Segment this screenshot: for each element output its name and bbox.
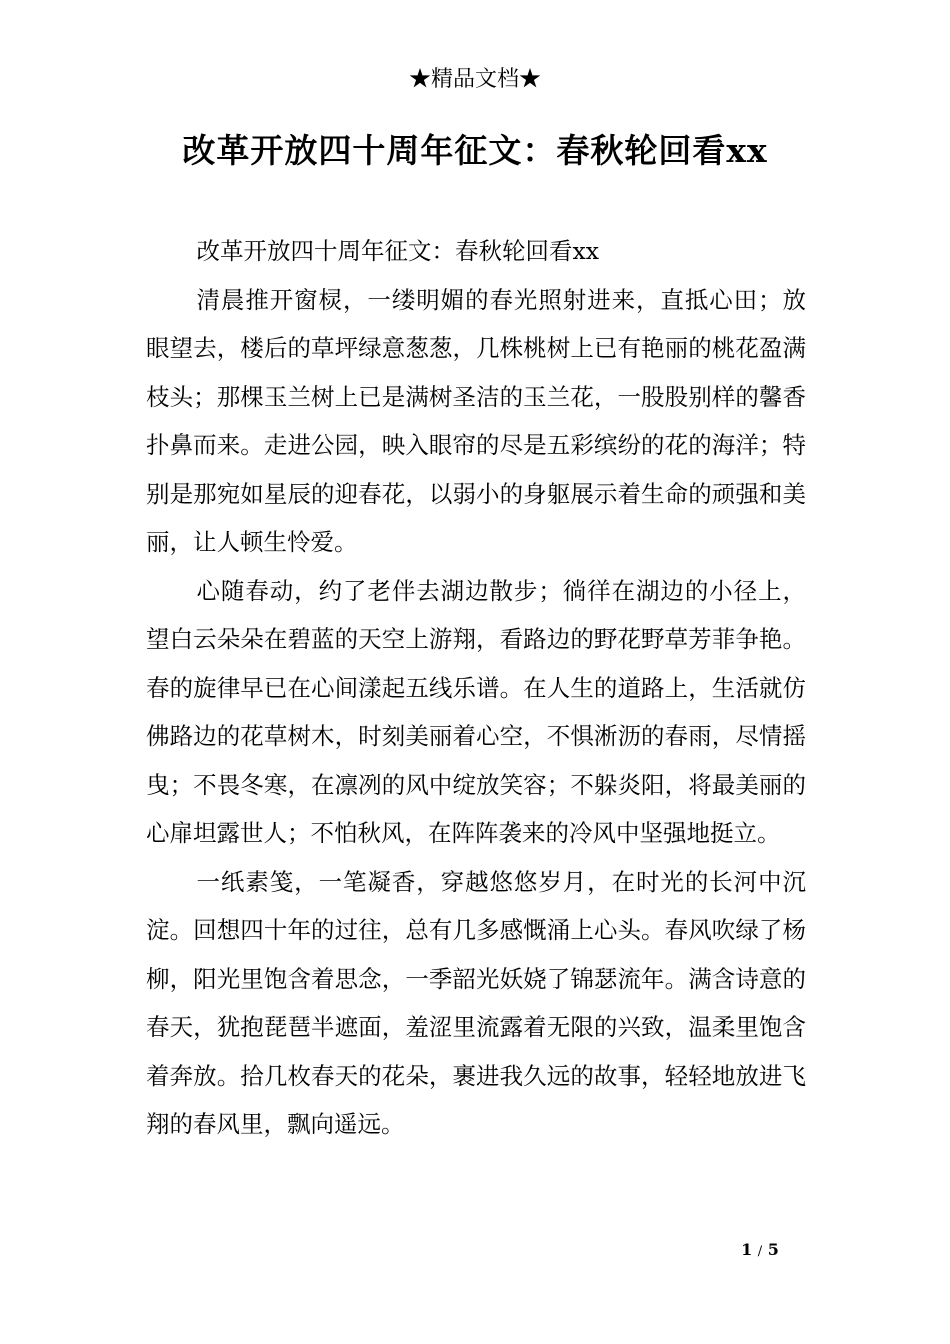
document-title: 改革开放四十周年征文：春秋轮回看xx xyxy=(182,131,768,170)
document-body xyxy=(146,227,806,1149)
paragraph: 一纸素笺，一笔凝香，穿越悠悠岁月，在时光的长河中沉淀。回想四十年的过往，总有几多感慨涌上心头。春风吹绿了杨柳，阳光里饱含着思念，一季韶光妖娆了锦瑟流年。满含诗意的春天，犹抱琵琶半遮面，羞涩里流露着无限的兴致，温柔里饱含着奔放。拾几枚春天的花朵，裹进我久远的故事，轻轻地放进飞翔的春风里，飘向遥远。 xyxy=(146,867,806,1138)
paragraph-subtitle: 改革开放四十周年征文：春秋轮回看xx xyxy=(196,237,600,265)
document-header: ★精品文档★ xyxy=(408,67,541,92)
page-separator: / xyxy=(757,1244,763,1259)
total-pages: 5 xyxy=(767,1240,779,1259)
paragraph: 心随春动，约了老伴去湖边散步；徜徉在湖边的小径上，望白云朵朵在碧蓝的天空上游翔，看路边的野花野草芳菲争艳。春的旋律早已在心间漾起五线乐谱。在人生的道路上，生活就仿佛路边的花草树木，时刻美丽着心空，不惧淅沥的春雨，尽情摇曳；不畏冬寒，在凛冽的风中绽放笑容；不躲炎阳，将最美丽的心扉坦露世人；不怕秋风，在阵阵袭来的冷风中坚强地挺立。 xyxy=(146,576,806,847)
current-page: 1 xyxy=(741,1240,753,1259)
paragraph: 清晨推开窗棂，一缕明媚的春光照射进来，直抵心田；放眼望去，楼后的草坪绿意葱葱，几株桃树上已有艳丽的桃花盈满枝头；那棵玉兰树上已是满树圣洁的玉兰花，一股股别样的馨香扑鼻而来。走进公园，映入眼帘的尽是五彩缤纷的花的海洋；特别是那宛如星辰的迎春花，以弱小的身躯展示着生命的顽强和美丽，让人顿生怜爱。 xyxy=(146,285,806,556)
page-number xyxy=(700,1238,820,1264)
